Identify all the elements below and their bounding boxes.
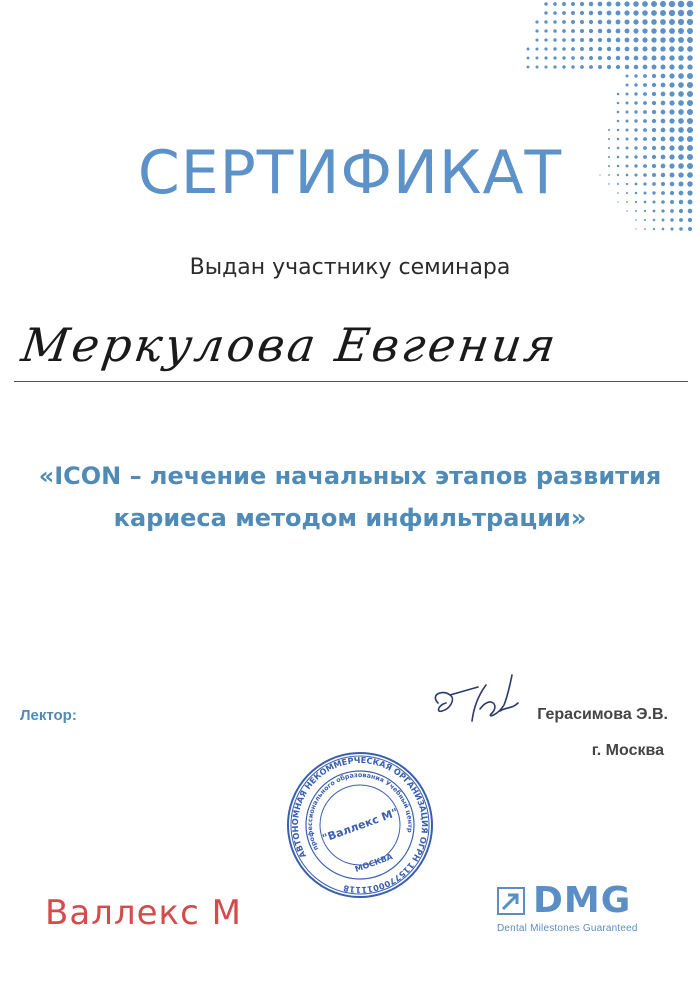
decorative-dot [635, 228, 636, 229]
decorative-dot [598, 29, 602, 33]
decorative-dot [687, 1, 694, 8]
decorative-dot [669, 91, 674, 96]
lecturer-label: Лектор: [20, 707, 77, 724]
decorative-dot [635, 219, 637, 221]
decorative-dot [634, 65, 639, 70]
decorative-dot [634, 47, 639, 52]
lecturer-signature [420, 665, 530, 735]
decorative-dot [589, 56, 593, 60]
decorative-dot [571, 56, 575, 60]
decorative-dot [634, 110, 637, 113]
seminar-title-line-2: кариеса методом инфильтрации» [113, 504, 587, 532]
decorative-dot [652, 119, 656, 123]
decorative-dot [651, 19, 657, 25]
decorative-dot [527, 66, 530, 69]
decorative-dot [678, 64, 683, 69]
decorative-dot [642, 10, 648, 16]
decorative-dot [562, 56, 565, 59]
decorative-dot [652, 74, 656, 78]
decorative-dot [642, 28, 647, 33]
seminar-title-line-1: «ICON – лечение начальных этапов развития [38, 462, 662, 490]
decorative-dot [625, 29, 630, 34]
decorative-dot [678, 37, 684, 43]
decorative-dot [589, 20, 593, 24]
decorative-dot [598, 20, 603, 25]
decorative-dot [598, 56, 602, 60]
decorative-dot [553, 65, 556, 68]
decorative-dot [661, 128, 666, 133]
decorative-dot [678, 46, 684, 52]
decorative-dot [617, 120, 620, 123]
decorative-dot [553, 38, 556, 41]
decorative-dot [669, 118, 674, 123]
decorative-dot [660, 1, 666, 7]
decorative-dot [562, 29, 566, 33]
decorative-dot [653, 219, 656, 222]
decorative-dot [670, 218, 673, 221]
decorative-dot [544, 11, 547, 14]
decorative-dot [598, 65, 602, 69]
decorative-dot [661, 110, 666, 115]
dmg-name: DMG [533, 880, 632, 921]
decorative-dot [571, 29, 575, 33]
decorative-dot [544, 47, 547, 50]
decorative-dot [571, 11, 575, 15]
decorative-dot [624, 1, 629, 6]
decorative-dot [678, 109, 684, 115]
decorative-dot [607, 65, 611, 69]
decorative-dot [660, 19, 666, 25]
decorative-dot [626, 84, 629, 87]
decorative-dot [651, 10, 657, 16]
decorative-dot [661, 119, 666, 124]
certificate-subtitle: Выдан участнику семинара [189, 255, 511, 280]
decorative-dot [544, 56, 547, 59]
decorative-dot [624, 10, 629, 15]
decorative-dot [678, 82, 684, 88]
decorative-dot [651, 46, 656, 51]
decorative-dot [652, 101, 656, 105]
decorative-dot [634, 128, 637, 131]
decorative-dot [678, 28, 684, 34]
decorative-dot [535, 56, 538, 59]
decorative-dot [669, 82, 674, 87]
decorative-dot [687, 10, 693, 16]
decorative-dot [643, 83, 647, 87]
decorative-dot [669, 28, 675, 34]
organization-stamp [285, 750, 435, 900]
decorative-dot [661, 74, 666, 79]
decorative-dot [626, 75, 629, 78]
decorative-dot [642, 46, 647, 51]
decorative-dot [580, 56, 584, 60]
decorative-dot [669, 19, 675, 25]
decorative-dot [562, 47, 566, 51]
decorative-dot [607, 11, 612, 16]
decorative-dot [527, 57, 530, 60]
decorative-dot [535, 29, 538, 32]
decorative-dot [607, 29, 612, 34]
decorative-dot [580, 47, 584, 51]
decorative-dot [633, 10, 638, 15]
decorative-dot [589, 11, 593, 15]
decorative-dot [651, 28, 657, 34]
decorative-dot [580, 29, 584, 33]
decorative-dot [571, 2, 575, 6]
decorative-dot [634, 38, 639, 43]
certificate-title: СЕРТИФИКАТ [137, 138, 563, 208]
decorative-dot [669, 109, 674, 114]
decorative-dot [687, 73, 693, 79]
decorative-dot [651, 55, 656, 60]
stamp-center-text: "Валлекс М" [320, 805, 400, 846]
decorative-dot [687, 100, 693, 106]
decorative-dot [626, 120, 629, 123]
decorative-dot [687, 55, 693, 61]
decorative-dot [660, 10, 666, 16]
decorative-dot [679, 209, 683, 213]
decorative-dot [669, 127, 674, 132]
decorative-dot [643, 56, 648, 61]
decorative-dot [598, 2, 603, 7]
decorative-dot [634, 83, 637, 86]
decorative-dot [644, 219, 646, 221]
decorative-dot [608, 129, 610, 131]
decorative-dot [678, 100, 684, 106]
decorative-dot [616, 38, 621, 43]
decorative-dot [662, 228, 665, 231]
decorative-dot [589, 65, 593, 69]
decorative-dot [615, 1, 620, 6]
decorative-dot [562, 20, 566, 24]
decorative-dot [643, 65, 648, 70]
decorative-dot [626, 129, 629, 132]
lecturer-name: Герасимова Э.В. [537, 706, 668, 723]
decorative-dot [553, 20, 557, 24]
decorative-dot [607, 56, 611, 60]
dmg-tagline: Dental Milestones Guaranteed [497, 923, 638, 934]
decorative-dot [571, 65, 575, 69]
decorative-dot [617, 93, 620, 96]
decorative-dot [607, 2, 612, 7]
decorative-dot [678, 1, 685, 8]
decorative-dot [580, 65, 584, 69]
decorative-dot [651, 1, 657, 7]
vallex-logo: Валлекс М [45, 893, 242, 933]
decorative-dot [626, 111, 629, 114]
name-underline [14, 381, 688, 382]
decorative-dot [527, 48, 530, 51]
decorative-dot [598, 38, 602, 42]
decorative-dot [661, 92, 666, 97]
decorative-dot [617, 102, 620, 105]
decorative-dot [536, 66, 539, 69]
decorative-dot [669, 46, 675, 52]
decorative-dot [553, 47, 556, 50]
decorative-dot [679, 218, 683, 222]
decorative-dot [669, 37, 675, 43]
decorative-dot [669, 73, 674, 78]
decorative-dot [687, 37, 693, 43]
participant-name: Меркулова Евгения [18, 318, 562, 372]
decorative-dot [643, 101, 647, 105]
decorative-dot [678, 91, 684, 97]
decorative-dot [634, 56, 639, 61]
decorative-dot [535, 38, 538, 41]
decorative-dot [544, 29, 547, 32]
decorative-dot [678, 10, 684, 16]
decorative-dot [688, 227, 692, 231]
decorative-dot [643, 119, 647, 123]
decorative-dot [661, 83, 666, 88]
decorative-dot [553, 29, 557, 33]
decorative-dot [644, 228, 646, 230]
decorative-dot [652, 92, 656, 96]
decorative-dot [678, 55, 684, 61]
decorative-dot [687, 28, 693, 34]
decorative-dot [553, 11, 557, 15]
decorative-dot [544, 20, 547, 23]
decorative-dot [580, 11, 584, 15]
decorative-dot [660, 37, 666, 43]
decorative-dot [562, 38, 566, 42]
decorative-dot [626, 210, 627, 211]
decorative-dot [633, 19, 638, 24]
decorative-dot [669, 100, 674, 105]
decorative-dot [544, 2, 547, 5]
decorative-dot [688, 218, 692, 222]
decorative-dot [589, 47, 593, 51]
stamp-bottom-text: МОСКВА [353, 852, 394, 875]
decorative-dot [607, 38, 611, 42]
decorative-dot [625, 38, 630, 43]
decorative-dot [643, 74, 647, 78]
decorative-dot [635, 210, 637, 212]
stamp-inner-text: профессионального образования Учебный центр [305, 770, 415, 852]
decorative-dot [653, 210, 656, 213]
dmg-logo [497, 880, 667, 934]
dmg-mark-icon [497, 887, 525, 915]
decorative-dot [669, 1, 675, 7]
decorative-dot [589, 38, 593, 42]
decorative-dot [687, 118, 693, 124]
decorative-dot [653, 228, 655, 230]
decorative-dot [652, 65, 657, 70]
decorative-dot [535, 20, 538, 23]
decorative-dot [624, 19, 629, 24]
decorative-dot [662, 219, 665, 222]
decorative-dot [660, 55, 665, 60]
decorative-dot [670, 209, 674, 213]
decorative-dot [643, 110, 647, 114]
decorative-dot [633, 28, 638, 33]
decorative-dot [660, 64, 665, 69]
decorative-dot [688, 209, 693, 214]
city: г. Москва [591, 742, 664, 759]
decorative-dot [553, 2, 557, 6]
decorative-dot [652, 83, 656, 87]
decorative-dot [617, 129, 620, 132]
decorative-dot [687, 109, 693, 115]
decorative-dot [616, 20, 621, 25]
decorative-dot [598, 11, 603, 16]
decorative-dot [580, 2, 584, 6]
decorative-dot [644, 210, 646, 212]
decorative-dot [633, 1, 639, 7]
decorative-dot [634, 74, 637, 77]
decorative-dot [580, 38, 584, 42]
decorative-dot [544, 38, 547, 41]
decorative-dot [626, 93, 629, 96]
decorative-dot [687, 91, 693, 97]
decorative-dot [669, 10, 675, 16]
decorative-dot [643, 92, 647, 96]
decorative-dot [607, 20, 612, 25]
decorative-dot [687, 127, 693, 133]
decorative-dot [660, 28, 666, 34]
decorative-dot [678, 73, 684, 79]
decorative-dot [634, 92, 637, 95]
decorative-dot [589, 2, 594, 7]
decorative-dot [687, 19, 693, 25]
decorative-dot [634, 101, 637, 104]
decorative-dot [625, 56, 630, 61]
decorative-dot [660, 46, 665, 51]
decorative-dot [661, 209, 664, 212]
decorative-dot [679, 227, 683, 231]
decorative-dot [678, 19, 684, 25]
decorative-dot [580, 20, 584, 24]
decorative-dot [571, 38, 575, 42]
decorative-dot [669, 64, 674, 69]
decorative-dot [616, 11, 621, 16]
decorative-dot [617, 111, 620, 114]
decorative-dot [607, 47, 611, 51]
decorative-dot [687, 64, 692, 69]
decorative-dot [678, 118, 684, 124]
decorative-dot [661, 101, 666, 106]
decorative-dot [642, 1, 648, 7]
decorative-dot [535, 47, 538, 50]
decorative-dot [643, 128, 647, 132]
decorative-dot [642, 19, 647, 24]
decorative-dot [678, 127, 684, 133]
decorative-dot [562, 11, 566, 15]
stamp-outer-text: АВТОНОМНАЯ НЕКОММЕРЧЕСКАЯ ОРГАНИЗАЦИЯ ОГРН 1157700011118 [289, 754, 431, 896]
decorative-dot [616, 29, 621, 34]
decorative-dot [589, 29, 593, 33]
decorative-dot [670, 227, 673, 230]
decorative-dot [625, 47, 630, 52]
decorative-dot [687, 82, 693, 88]
decorative-dot [652, 110, 656, 114]
decorative-dot [642, 37, 647, 42]
decorative-dot [616, 47, 621, 52]
decorative-dot [544, 65, 547, 68]
decorative-dot [562, 65, 565, 68]
decorative-dot [687, 46, 693, 52]
decorative-dot [598, 47, 602, 51]
decorative-dot [571, 20, 575, 24]
seminar-title [0, 455, 700, 539]
decorative-dot [652, 128, 656, 132]
decorative-dot [553, 56, 556, 59]
decorative-dot [562, 2, 566, 6]
decorative-dot [669, 55, 674, 60]
decorative-dot [616, 56, 620, 60]
decorative-dot [634, 119, 637, 122]
decorative-dot [625, 65, 629, 69]
decorative-dot [626, 102, 629, 105]
decorative-dot [651, 37, 656, 42]
decorative-dot [616, 65, 620, 69]
decorative-dot [571, 47, 575, 51]
